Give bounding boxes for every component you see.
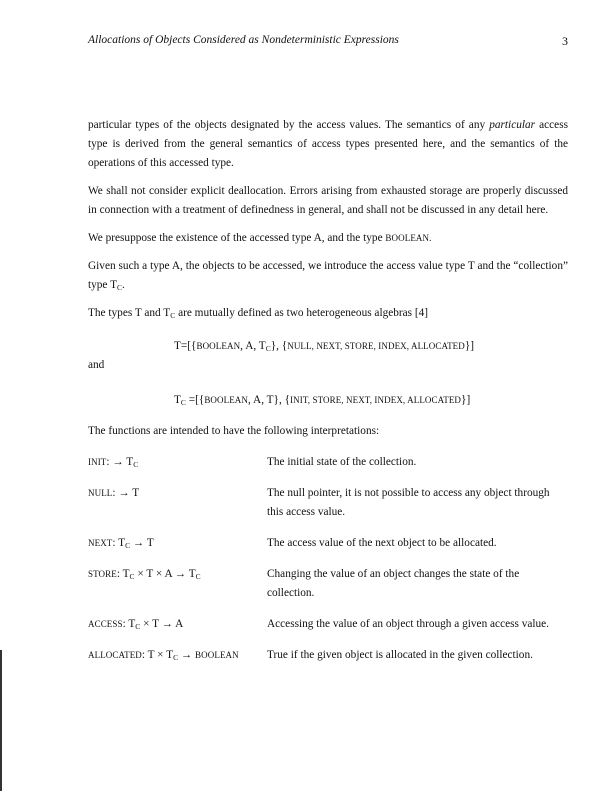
function-description: Accessing the value of an object through a given access value. bbox=[267, 618, 550, 630]
subscript: C bbox=[135, 622, 141, 631]
sig-part: : T bbox=[116, 568, 130, 580]
eq-part: T bbox=[174, 394, 181, 406]
emphasis-particular: particular bbox=[489, 119, 536, 131]
function-description: The null pointer, it is not possible to access any object through this access value. bbox=[267, 487, 550, 518]
subscript: C bbox=[195, 572, 201, 581]
function-signature bbox=[88, 565, 267, 603]
paragraph-4 bbox=[88, 257, 568, 295]
subscript: C bbox=[133, 460, 139, 469]
boolean-term: BOOLEAN. bbox=[385, 233, 432, 243]
paragraph-6: The functions are intended to have the following interpretations: bbox=[88, 425, 380, 437]
paragraph-5 bbox=[88, 304, 568, 323]
and-word: and bbox=[88, 359, 105, 371]
subscript: C bbox=[116, 283, 122, 292]
paragraph-5-text-a: The types T and T bbox=[88, 307, 171, 319]
paragraph-1 bbox=[88, 116, 568, 173]
eq-part: , A, T bbox=[240, 340, 266, 352]
eq-part: }, { bbox=[270, 340, 288, 352]
running-title: Allocations of Objects Considered as Nondeterministic Expressions bbox=[88, 34, 399, 46]
subscript: C bbox=[129, 572, 135, 581]
eq-part: INIT, STORE, NEXT, INDEX, ALLOCATED bbox=[290, 395, 462, 405]
function-row-access bbox=[88, 615, 568, 634]
eq-part: }] bbox=[461, 394, 471, 406]
paragraph-1-text-a: particular types of the objects designated by the access values. The semantics of any bbox=[88, 119, 486, 131]
function-name: ALLOCATED bbox=[88, 650, 142, 660]
function-signature bbox=[88, 484, 267, 522]
function-description: The access value of the next object to be allocated. bbox=[267, 537, 497, 549]
paragraph-2: We shall not consider explicit deallocation. Errors arising from exhausted storage are properly discussed in connection with a treatment of definedness in general, and shall not be discussed in any detail here. bbox=[88, 185, 568, 216]
paragraph-3-text: We presuppose the existence of the accessed type A, and the type bbox=[88, 232, 383, 244]
subscript: C bbox=[173, 653, 179, 662]
sig-part: × T × A → T bbox=[134, 568, 196, 580]
function-row-init bbox=[88, 453, 568, 472]
paragraph-4-text: Given such a type A, the objects to be accessed, we introduce the access value type T and the “collection” type T bbox=[88, 260, 568, 291]
subscript: C bbox=[265, 344, 271, 353]
function-row-store bbox=[88, 565, 568, 603]
function-name: INIT bbox=[88, 457, 107, 467]
function-signature bbox=[88, 646, 267, 665]
function-row-allocated bbox=[88, 646, 568, 665]
function-signature bbox=[88, 534, 267, 553]
equation-Tc bbox=[88, 391, 568, 410]
eq-part: =[{ bbox=[185, 394, 205, 406]
equation-T bbox=[88, 337, 568, 356]
sig-part: : T bbox=[122, 618, 136, 630]
subscript: C bbox=[180, 398, 186, 407]
eq-part: , A, T}, { bbox=[248, 394, 291, 406]
function-signature bbox=[88, 453, 267, 472]
sig-part: → bbox=[178, 649, 196, 661]
subscript: C bbox=[125, 541, 131, 550]
sig-part: : T bbox=[112, 537, 126, 549]
function-description: True if the given object is allocated in the given collection. bbox=[267, 649, 533, 661]
function-signature bbox=[88, 615, 267, 634]
paragraph-1-text-b: access type is derived from the general semantics of access types presented here, and the semantics of the operations of this accessed type. bbox=[88, 119, 568, 169]
function-name: NULL bbox=[88, 488, 113, 498]
sig-part: × T → A bbox=[140, 618, 184, 630]
subscript: C bbox=[170, 311, 176, 320]
function-row-next bbox=[88, 534, 568, 553]
function-description: The initial state of the collection. bbox=[267, 456, 417, 468]
paragraph-5-text-b: are mutually defined as two heterogeneous algebras [4] bbox=[178, 307, 429, 319]
paragraph-3 bbox=[88, 229, 568, 248]
function-definitions bbox=[88, 453, 568, 665]
sig-part: → T bbox=[130, 537, 154, 549]
paragraph-4-end: . bbox=[122, 279, 125, 291]
function-name: ACCESS bbox=[88, 619, 123, 629]
sig-part: : → T bbox=[106, 456, 134, 468]
scan-edge-line bbox=[0, 650, 2, 791]
eq-part: T=[{ bbox=[174, 340, 197, 352]
eq-part: BOOLEAN bbox=[204, 395, 249, 405]
page-number: 3 bbox=[562, 34, 568, 48]
eq-part: }] bbox=[464, 340, 475, 352]
running-header bbox=[88, 34, 568, 46]
boolean-term: BOOLEAN bbox=[195, 650, 239, 660]
eq-part: BOOLEAN bbox=[196, 341, 241, 351]
sig-part: : T × T bbox=[141, 649, 174, 661]
function-name: NEXT bbox=[88, 538, 113, 548]
eq-part: NULL, NEXT, STORE, INDEX, ALLOCATED bbox=[287, 341, 465, 351]
sig-part: : → T bbox=[112, 487, 140, 499]
function-name: STORE bbox=[88, 569, 117, 579]
function-row-null bbox=[88, 484, 568, 522]
function-description: Changing the value of an object changes the state of the collection. bbox=[267, 568, 520, 599]
body-text bbox=[88, 116, 568, 665]
